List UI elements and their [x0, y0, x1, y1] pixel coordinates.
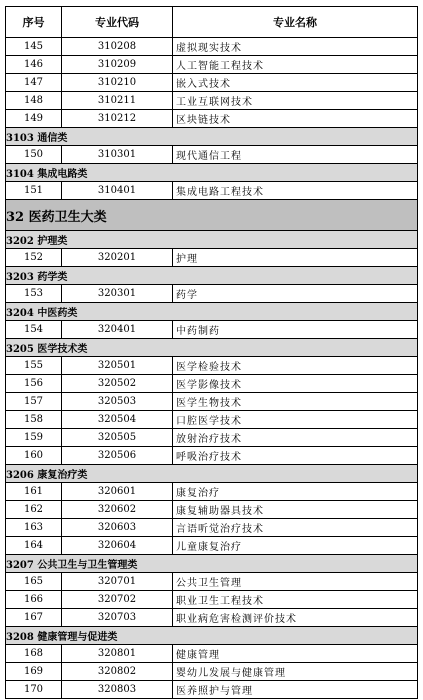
cell-name: 放射治疗技术	[173, 429, 418, 447]
header-seq: 序号	[6, 7, 62, 38]
table-row	[6, 429, 418, 447]
cell-name: 医学影像技术	[173, 375, 418, 393]
cell-code: 320505	[62, 429, 173, 447]
cell-seq: 154	[6, 321, 62, 339]
cell-code: 320501	[62, 357, 173, 375]
table-row	[6, 483, 418, 501]
header-code: 专业代码	[62, 7, 173, 38]
cell-code: 320702	[62, 591, 173, 609]
cell-name: 言语听觉治疗技术	[173, 519, 418, 537]
category-label: 3206 康复治疗类	[6, 465, 418, 483]
cell-name: 公共卫生管理	[173, 573, 418, 591]
table-row	[6, 663, 418, 681]
cell-name: 区块链技术	[173, 110, 418, 128]
cell-seq: 146	[6, 56, 62, 74]
cell-seq: 159	[6, 429, 62, 447]
cell-code: 320803	[62, 681, 173, 699]
category-label: 3204 中医药类	[6, 303, 418, 321]
cell-seq: 156	[6, 375, 62, 393]
cell-seq: 167	[6, 609, 62, 627]
category-label: 3207 公共卫生与卫生管理类	[6, 555, 418, 573]
cell-code: 320802	[62, 663, 173, 681]
cell-name: 康复治疗	[173, 483, 418, 501]
cell-seq: 169	[6, 663, 62, 681]
cell-seq: 149	[6, 110, 62, 128]
major-category-row	[6, 200, 418, 231]
cell-seq: 151	[6, 182, 62, 200]
cell-seq: 152	[6, 249, 62, 267]
cell-code: 320603	[62, 519, 173, 537]
cell-seq: 164	[6, 537, 62, 555]
category-row	[6, 164, 418, 182]
cell-code: 310301	[62, 146, 173, 164]
table-row	[6, 249, 418, 267]
category-label: 3202 护理类	[6, 231, 418, 249]
table-row	[6, 573, 418, 591]
cell-name: 医学生物技术	[173, 393, 418, 411]
cell-seq: 155	[6, 357, 62, 375]
table-row	[6, 681, 418, 699]
cell-code: 320604	[62, 537, 173, 555]
category-label: 3103 通信类	[6, 128, 418, 146]
cell-name: 呼吸治疗技术	[173, 447, 418, 465]
table-row	[6, 537, 418, 555]
table-row	[6, 447, 418, 465]
table-row	[6, 56, 418, 74]
cell-code: 310212	[62, 110, 173, 128]
category-label: 3203 药学类	[6, 267, 418, 285]
cell-name: 健康管理	[173, 645, 418, 663]
category-label: 3208 健康管理与促进类	[6, 627, 418, 645]
cell-code: 320701	[62, 573, 173, 591]
table-row	[6, 501, 418, 519]
category-row	[6, 555, 418, 573]
table-row	[6, 645, 418, 663]
table-row	[6, 38, 418, 56]
cell-name: 药学	[173, 285, 418, 303]
category-label: 3205 医学技术类	[6, 339, 418, 357]
cell-seq: 145	[6, 38, 62, 56]
cell-seq: 150	[6, 146, 62, 164]
cell-name: 康复辅助器具技术	[173, 501, 418, 519]
cell-seq: 161	[6, 483, 62, 501]
table-row	[6, 92, 418, 110]
table-row	[6, 357, 418, 375]
cell-code: 310210	[62, 74, 173, 92]
table-row	[6, 182, 418, 200]
table-row	[6, 519, 418, 537]
cell-name: 集成电路工程技术	[173, 182, 418, 200]
cell-seq: 170	[6, 681, 62, 699]
cell-code: 310208	[62, 38, 173, 56]
header-name: 专业名称	[173, 7, 418, 38]
cell-code: 320503	[62, 393, 173, 411]
cell-code: 310209	[62, 56, 173, 74]
cell-name: 医学检验技术	[173, 357, 418, 375]
table-row	[6, 393, 418, 411]
cell-name: 婴幼儿发展与健康管理	[173, 663, 418, 681]
cell-code: 320801	[62, 645, 173, 663]
major-catalog-table	[5, 6, 418, 699]
cell-name: 工业互联网技术	[173, 92, 418, 110]
cell-seq: 166	[6, 591, 62, 609]
table-row	[6, 411, 418, 429]
category-label: 3104 集成电路类	[6, 164, 418, 182]
cell-name: 虚拟现实技术	[173, 38, 418, 56]
cell-code: 320506	[62, 447, 173, 465]
cell-code: 310401	[62, 182, 173, 200]
cell-code: 320201	[62, 249, 173, 267]
category-row	[6, 231, 418, 249]
table-row	[6, 375, 418, 393]
table-header-row	[6, 7, 418, 38]
table-row	[6, 110, 418, 128]
cell-name: 职业卫生工程技术	[173, 591, 418, 609]
cell-name: 护理	[173, 249, 418, 267]
category-row	[6, 267, 418, 285]
cell-code: 320502	[62, 375, 173, 393]
category-row	[6, 303, 418, 321]
cell-seq: 165	[6, 573, 62, 591]
table-row	[6, 591, 418, 609]
category-row	[6, 465, 418, 483]
cell-name: 儿童康复治疗	[173, 537, 418, 555]
cell-code: 320301	[62, 285, 173, 303]
table-row	[6, 74, 418, 92]
cell-code: 310211	[62, 92, 173, 110]
cell-name: 职业病危害检测评价技术	[173, 609, 418, 627]
cell-name: 口腔医学技术	[173, 411, 418, 429]
category-row	[6, 128, 418, 146]
cell-seq: 158	[6, 411, 62, 429]
table-row	[6, 146, 418, 164]
cell-code: 320703	[62, 609, 173, 627]
cell-seq: 157	[6, 393, 62, 411]
category-row	[6, 627, 418, 645]
cell-name: 现代通信工程	[173, 146, 418, 164]
table-body	[6, 38, 418, 699]
cell-code: 320504	[62, 411, 173, 429]
cell-code: 320601	[62, 483, 173, 501]
cell-seq: 147	[6, 74, 62, 92]
cell-code: 320602	[62, 501, 173, 519]
cell-seq: 160	[6, 447, 62, 465]
cell-seq: 163	[6, 519, 62, 537]
table-row	[6, 321, 418, 339]
cell-seq: 162	[6, 501, 62, 519]
cell-code: 320401	[62, 321, 173, 339]
table-row	[6, 285, 418, 303]
cell-seq: 148	[6, 92, 62, 110]
major-category-label: 32 医药卫生大类	[6, 200, 418, 231]
cell-name: 医养照护与管理	[173, 681, 418, 699]
cell-name: 中药制药	[173, 321, 418, 339]
category-row	[6, 339, 418, 357]
cell-name: 嵌入式技术	[173, 74, 418, 92]
table-row	[6, 609, 418, 627]
cell-name: 人工智能工程技术	[173, 56, 418, 74]
cell-seq: 168	[6, 645, 62, 663]
cell-seq: 153	[6, 285, 62, 303]
